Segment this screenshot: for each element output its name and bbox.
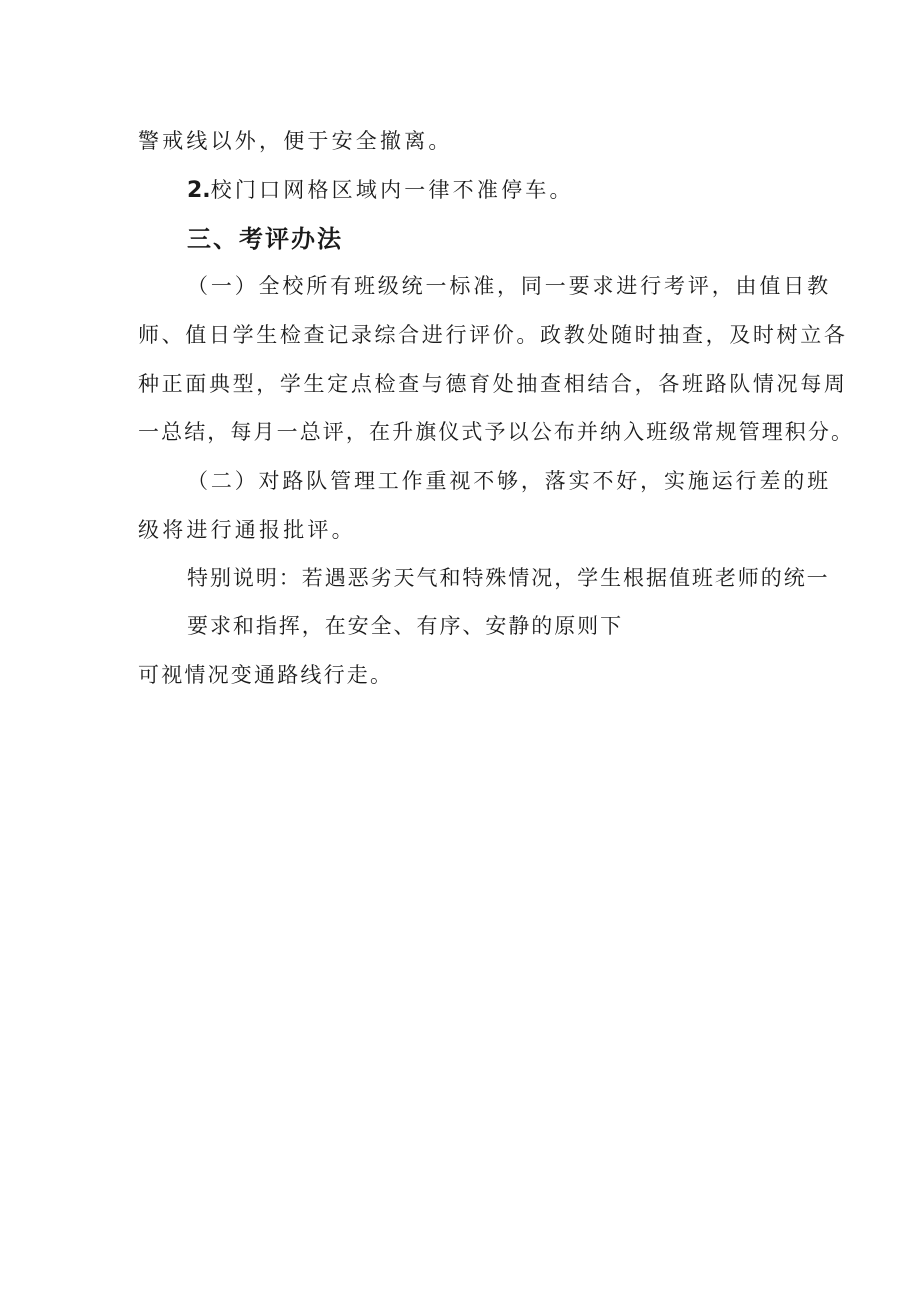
para-1-line-4: 一总结，每月一总评，在升旗仪式予以公布并纳入班级常规管理积分。 — [138, 420, 855, 444]
para-2-line-2: 级将进行通报批评。 — [138, 518, 356, 542]
note-line-1: 特别说明：若遇恶劣天气和特殊情况，学生根据值班老师的统一 — [187, 566, 830, 590]
item-2 — [187, 176, 574, 205]
continuation-line: 警戒线以外，便于安全撤离。 — [138, 129, 453, 153]
note-line-3: 可视情况变通路线行走。 — [138, 663, 394, 687]
para-1-line-1: （一）全校所有班级统一标准，同一要求进行考评，由值日教 — [187, 274, 831, 298]
item-2-number: 2. — [187, 178, 211, 203]
para-2-line-1: （二）对路队管理工作重视不够，落实不好，实施运行差的班 — [187, 469, 831, 493]
note-line-2: 要求和指挥，在安全、有序、安静的原则下 — [187, 614, 624, 638]
para-1-line-2: 师、值日学生检查记录综合进行评价。政教处随时抽查，及时树立各 — [138, 323, 848, 347]
section-3-heading: 三、考评办法 — [187, 225, 343, 253]
item-2-text: 校门口网格区域内一律不准停车。 — [210, 178, 574, 202]
para-1-line-3: 种正面典型，学生定点检查与德育处抽查相结合，各班路队情况每周 — [138, 372, 848, 396]
